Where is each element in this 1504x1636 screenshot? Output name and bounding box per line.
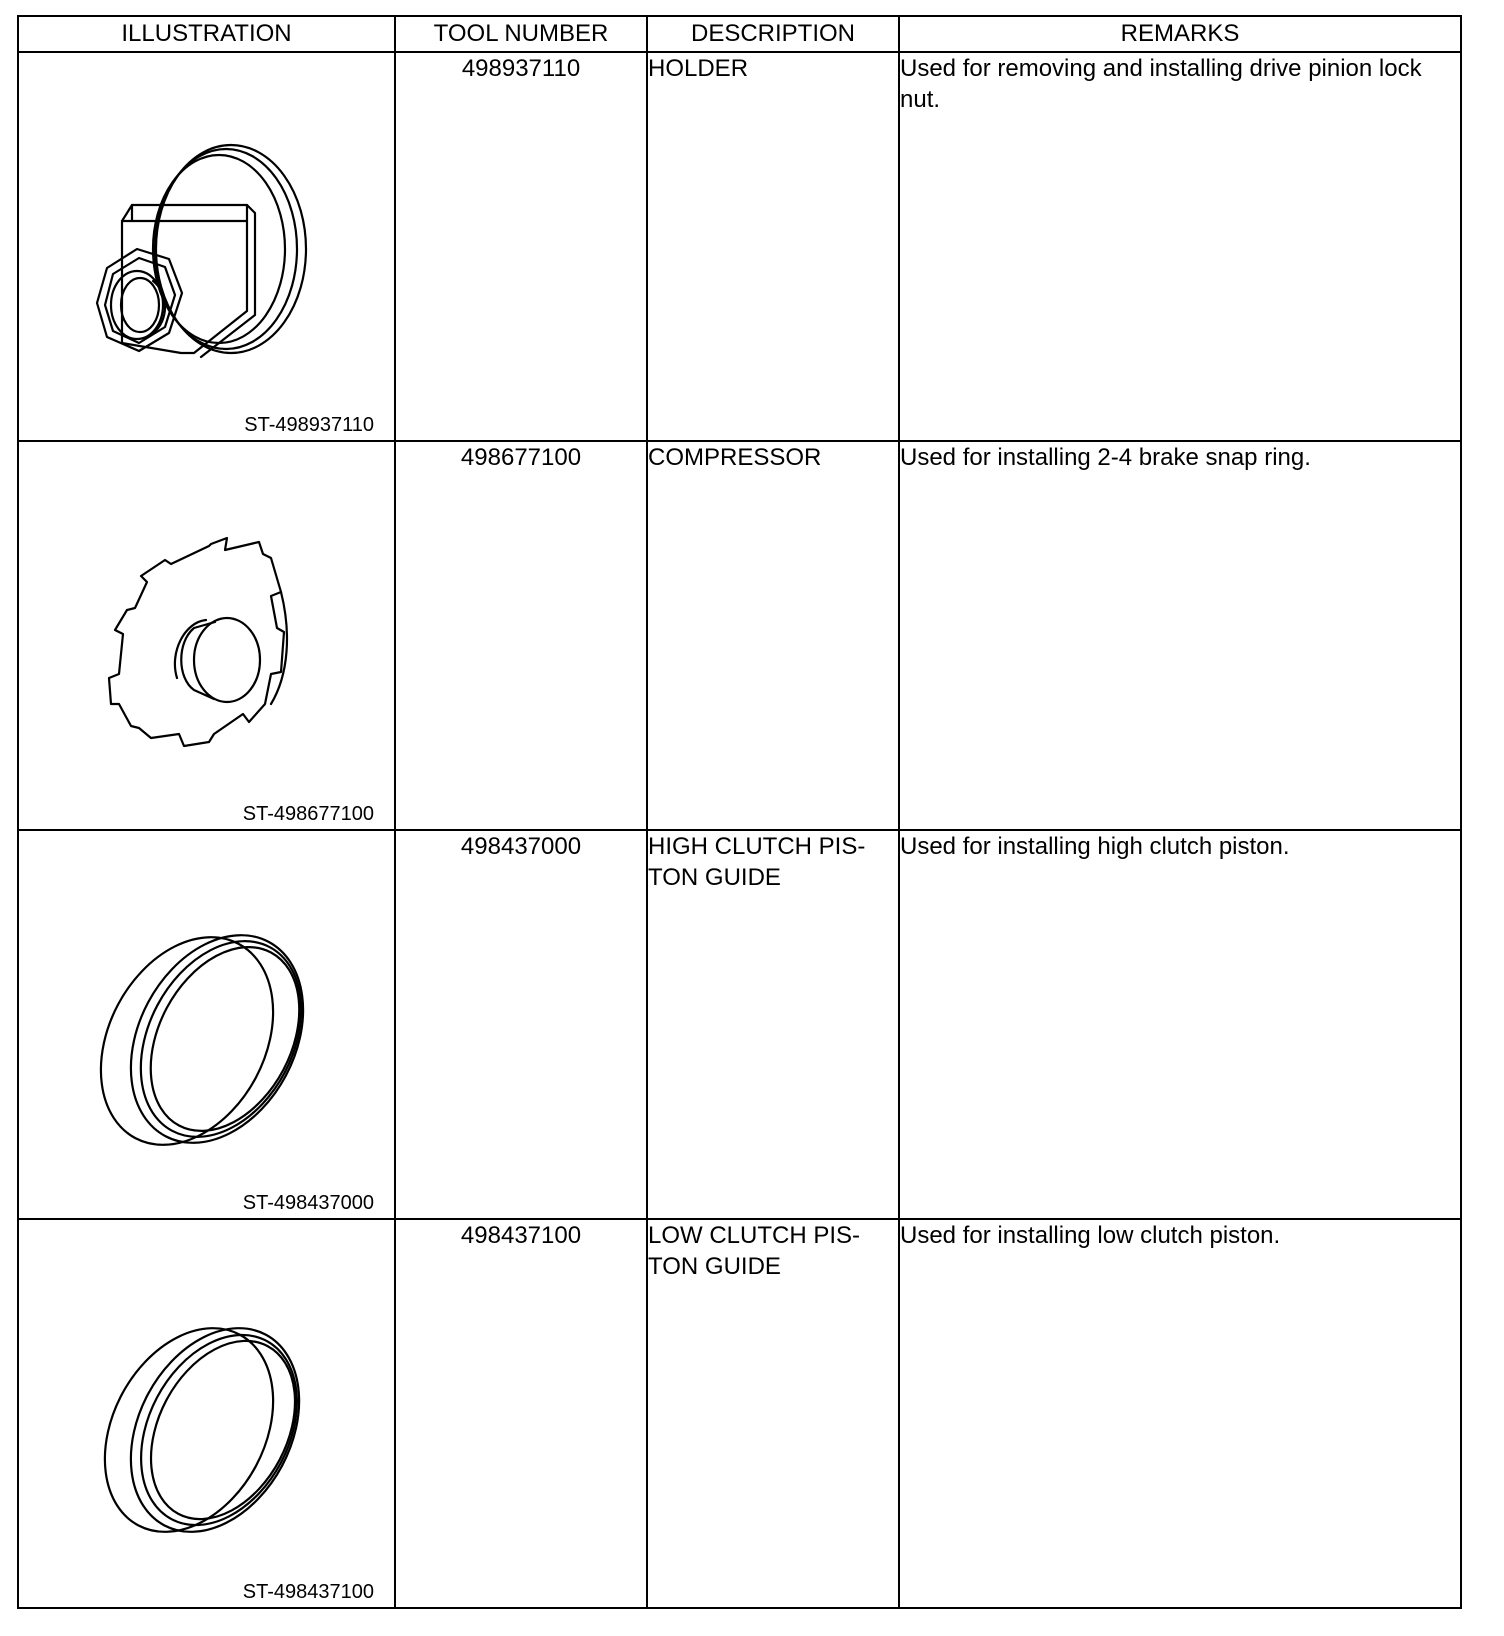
holder-icon [19,53,396,440]
tool-remarks: Used for installing 2-4 brake snap ring. [899,441,1461,830]
table-row [18,1219,1461,1608]
tool-remarks: Used for removing and installing drive pinion lock nut. [899,52,1461,441]
tool-remarks: Used for installing low clutch piston. [899,1219,1461,1608]
description-text: HIGH CLUTCH PIS- TON GUIDE [648,833,866,891]
header-tool-number: TOOL NUMBER [395,16,647,52]
tool-description: COMPRESSOR [647,441,899,830]
tool-number: 498437000 [395,830,647,1219]
header-row [18,16,1461,52]
tool-remarks: Used for installing high clutch piston. [899,830,1461,1219]
ring-guide-icon [19,831,396,1218]
illustration-caption: ST-498677100 [242,803,374,825]
special-tools-table [17,15,1462,1609]
tool-number: 498937110 [395,52,647,441]
illustration-cell [18,830,395,1219]
tool-number: 498677100 [395,441,647,830]
ring-guide-icon [19,1220,396,1607]
header-remarks: REMARKS [899,16,1461,52]
tool-description: HOLDER [647,52,899,441]
table-row [18,830,1461,1219]
header-illustration: ILLUSTRATION [18,16,395,52]
illustration-caption: ST-498437100 [242,1581,374,1603]
illustration-cell [18,441,395,830]
illustration-caption: ST-498937110 [244,414,374,436]
illustration-caption: ST-498437000 [242,1192,374,1214]
tool-number: 498437100 [395,1219,647,1608]
description-text: LOW CLUTCH PIS- TON GUIDE [648,1222,861,1280]
tool-description [647,1219,899,1608]
illustration-cell [18,52,395,441]
illustration-cell [18,1219,395,1608]
compressor-icon [19,442,396,829]
tool-description [647,830,899,1219]
table-row [18,441,1461,830]
header-description: DESCRIPTION [647,16,899,52]
table-row [18,52,1461,441]
